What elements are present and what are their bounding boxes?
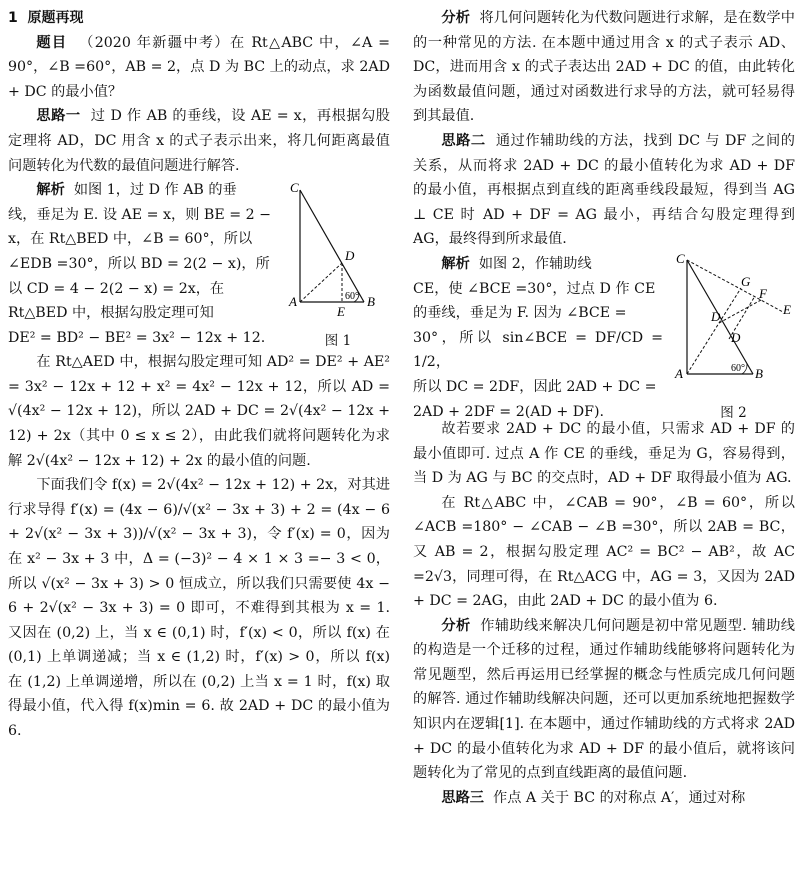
- analysis1-label: 解析: [36, 182, 65, 199]
- analysis1-block: [8, 178, 390, 350]
- analysis2-paragraph-3: 在 Rt△ABC 中，∠CAB = 90°，∠B = 60°，所以 ∠ACB =180° − ∠CAB − ∠B =30°，所以 2AB = BC，又 AB = 2，根据勾股定理 AC² = BC² − AB²，故 AC =2√3，同理可得，在 Rt△ACG 中，AG = 3，又因为 2AD + DC = 2AG，由此 2AD + DC 的最小值为 6.: [413, 494, 795, 610]
- analysis1-paragraph-2: 在 Rt△AED 中，根据勾股定理可知 AD² = DE² + AE² = 3x² − 12x + 12 + x² = 4x² − 12x + 12，所以 AD = √(4x² − 12x + 12)，所以 2AD + DC = 2√(4x² − 12x + 12) + 2x（其中 0 ≤ x ≤ 2），由此我们就将问题转化为求解 2√(4x² − 12x + 12) + 2x 的最小值的问题.: [8, 354, 390, 469]
- idea3-paragraph: [413, 786, 795, 811]
- fig2-label-b: B: [755, 365, 763, 381]
- section-title: 原题再现: [27, 10, 84, 26]
- fig2-label-a: A: [675, 365, 683, 381]
- fig2-label-g: G: [741, 273, 751, 289]
- problem-label: 题目: [36, 34, 68, 51]
- figure-2-caption: 图 2: [720, 404, 747, 421]
- idea3-label: 思路三: [441, 789, 484, 806]
- analysis1-paragraph-3: 下面我们令 f(x) = 2√(4x² − 12x + 12) + 2x，对其进行求导得 f′(x) = (4x − 6)/√(x² − 3x + 3) + 2 = (4x − 6 + 2√(x² − 3x + 3))/√(x² − 3x + 3)，令 f′(x) = 0，因为在 x² − 3x + 3 中，Δ = (−3)² − 4 × 1 × 3 =− 3 < 0，所以 √(x² − 3x + 3) > 0 恒成立，所以我们只需要使 4x − 6 + 2√(x² − 3x + 3) = 0 即可，不难得到其根为 x = 1. 又因在 (0,2) 上，当 x ∈ (0,1) 时，f′(x) < 0，所以 f(x) 在 (0,1) 上单调递减；当 x ∈ (1,2) 时，f′(x) > 0，所以 f(x) 在 (1,2) 上单调递增，所以在 (0,2) 上当 x = 1 时，f(x) 取得最小值，代入得 f(x)min = 6. 故 2AD + DC 的最小值为 6.: [8, 477, 390, 740]
- analysis-r2-text: 作辅助线来解决几何问题是初中常见题型. 辅助线的构造是一个迁移的过程，通过作辅助线能够将问题转化为常见题型，然后再运用已经掌握的概念与性质完成几何问题的解答. 通过作辅助线解决问题，还可以更加系统地把握数学知识内在逻辑[1]. 在本题中，通过作辅助线的方式将求 2AD + DC 的最小值转化为求 AD + DF 的最小值后，就将该问题转化为了常见的点到直线距离的最值问题.: [413, 617, 795, 782]
- idea1-paragraph: [8, 104, 390, 178]
- left-column: [8, 6, 390, 744]
- figure-1: [288, 180, 388, 353]
- fig2-label-d: D: [711, 308, 721, 324]
- idea3-text: 作点 A 关于 BC 的对称点 A′，通过对称: [493, 789, 746, 806]
- figure-1-caption: 图 1: [324, 332, 352, 349]
- analysis2-line: 的垂线，垂足为 F. 因为 ∠BCE =: [413, 305, 627, 322]
- idea1-text: 过 D 作 AB 的垂线，设 AE = x，再根据勾股定理将 AD，DC 用含 x 的式子表示出来，将几何距离最值问题转化为代数的最值问题进行解答.: [8, 108, 390, 174]
- fig1-angle-label: 60°: [345, 291, 359, 303]
- idea2-text: 通过作辅助线的方法，找到 DC 与 DF 之间的关系，从而将求 2AD + DC 的最小值转化为求 AD + DF 的最小值，再根据点到直线的距离垂线段最短，得到当 AG ⊥ CE 时 AD + DF = AG 最小，再结合勾股定理得到 AG，最终得到所求最值.: [413, 132, 795, 248]
- problem-paragraph: [8, 31, 390, 105]
- idea2-label: 思路二: [441, 132, 486, 149]
- analysis2-line: 如图 2，作辅助线: [478, 255, 592, 272]
- section-number: 1: [8, 10, 18, 26]
- figure-1-diagram: [288, 180, 388, 320]
- fig1-label-c: C: [290, 180, 299, 196]
- fig2-label-f: F: [759, 285, 767, 301]
- analysis-r2-paragraph: [413, 614, 795, 786]
- analysis2-line: CE，使 ∠BCE =30°，过点 D 作 CE: [413, 280, 656, 297]
- figure-2-diagram: [671, 252, 796, 392]
- analysis1-line: 线，垂足为 E. 设 AE = x，则 BE = 2 −: [8, 206, 272, 223]
- analysis1-line: x，在 Rt△BED 中，∠B = 60°，所以: [8, 231, 253, 248]
- analysis2-line: 2AD + 2DF = 2(AD + DF).: [413, 403, 605, 420]
- fig1-label-d: D: [345, 248, 355, 264]
- analysis2-label: 解析: [441, 255, 470, 272]
- idea2-paragraph: [413, 129, 795, 252]
- fig2-angle-label: 60°: [731, 362, 745, 374]
- analysis1-line: DE² = BD² − BE² = 3x² − 12x + 12.: [8, 329, 266, 346]
- fig1-label-b: B: [367, 294, 375, 310]
- right-column: [413, 6, 795, 810]
- fig2-label-c: C: [676, 251, 685, 266]
- fig1-label-a: A: [289, 294, 297, 310]
- problem-text: （2020 年新疆中考）在 Rt△ABC 中，∠A = 90°，∠B =60°，AB = 2，点 D 为 BC 上的动点，求 2AD + DC 的最小值？: [8, 34, 390, 100]
- idea1-label: 思路一: [36, 108, 81, 125]
- figure-2: [671, 252, 796, 425]
- analysis2-line: 30°，所以 sin∠BCE = DF/CD = 1/2，: [413, 329, 663, 371]
- analysis2-paragraph-2: 故若要求 2AD + DC 的最小值，只需求 AD + DF 的最小值即可. 过点 A 作 CE 的垂线，垂足为 G，容易得到，当 D 为 AG 与 BC 的交点时，AD + DF 取得最小值为 AG.: [413, 420, 795, 487]
- analysis2-line: 所以 DC = 2DF，因此 2AD + DC =: [413, 378, 657, 395]
- fig2-label-d2: D: [731, 329, 741, 345]
- fig1-label-e: E: [337, 304, 345, 320]
- analysis1-line: 如图 1，过 D 作 AB 的垂: [73, 182, 237, 199]
- analysis-r2-label: 分析: [441, 617, 471, 634]
- analysis-r1-paragraph: [413, 6, 795, 129]
- analysis1-line: ∠EDB =30°，所以 BD = 2(2 − x)，所: [8, 255, 270, 272]
- analysis-r1-text: 将几何问题转化为代数问题进行求解，是在数学中的一种常见的方法. 在本题中通过用含 x 的式子表示 AD、DC，进而用含 x 的式子表达出 2AD + DC 的值，由此转化为函数最值问题，通过对函数进行求导的方法，就可轻易得到其最值.: [413, 10, 795, 125]
- section-heading: [8, 6, 390, 31]
- analysis1-line: Rt△BED 中，根据勾股定理可知: [8, 305, 214, 322]
- analysis-r1-label: 分析: [441, 10, 471, 26]
- fig2-label-e: E: [783, 301, 791, 317]
- analysis1-line: 以 CD = 4 − 2(2 − x) = 2x，在: [8, 280, 225, 297]
- analysis2-block: [413, 251, 795, 421]
